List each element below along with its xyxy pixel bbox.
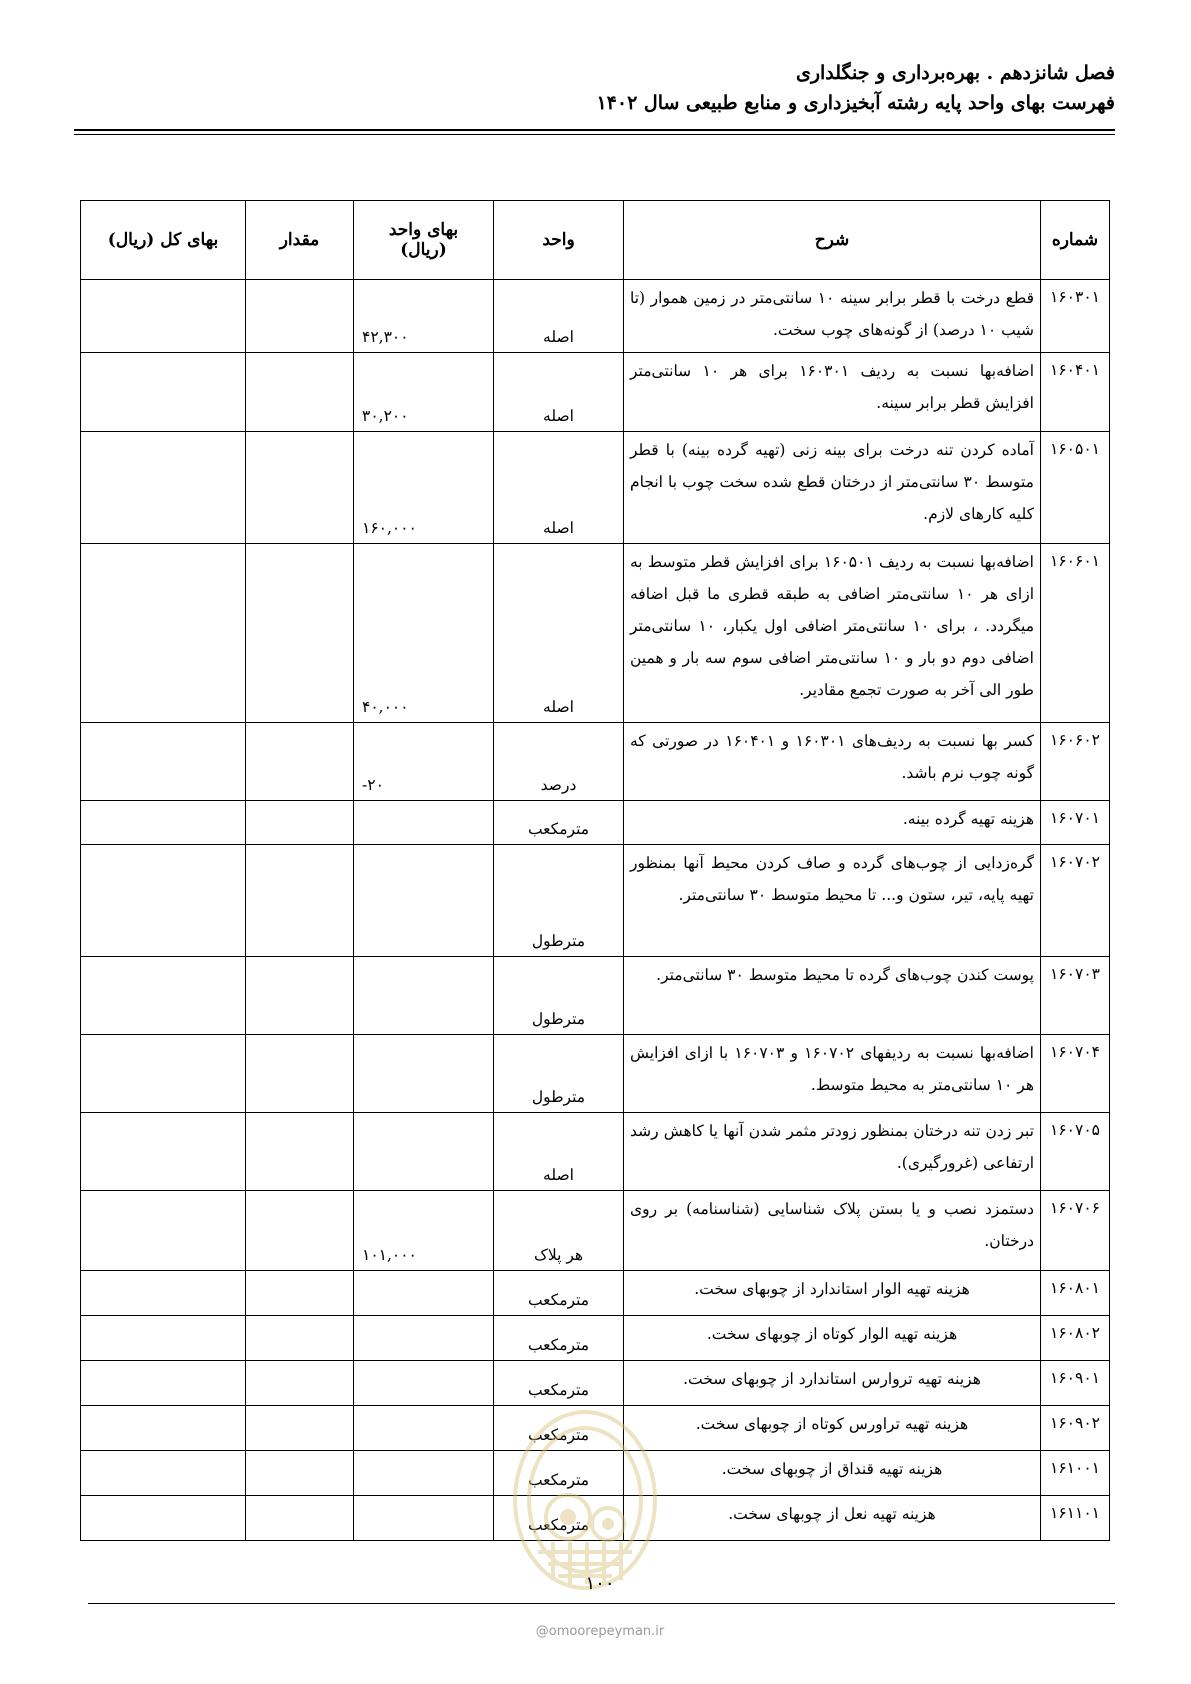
table-row — [81, 1271, 1110, 1316]
row-description: هزینه تهیه الوار استاندارد از چوبهای سخت. — [624, 1271, 1041, 1316]
row-description: هزینه تهیه الوار کوتاه از چوبهای سخت. — [624, 1316, 1041, 1361]
row-unit-price: ۱۰۱,۰۰۰ — [354, 1191, 494, 1271]
row-total — [81, 801, 246, 845]
row-total — [81, 845, 246, 957]
table-row — [81, 1316, 1110, 1361]
row-unit: هر پلاک — [494, 1191, 624, 1271]
row-unit: مترمکعب — [494, 1361, 624, 1406]
row-unit: مترمکعب — [494, 801, 624, 845]
row-number: ۱۶۰۳۰۱ — [1041, 280, 1110, 353]
row-unit: مترطول — [494, 1035, 624, 1113]
row-unit: مترمکعب — [494, 1316, 624, 1361]
row-quantity — [246, 1316, 354, 1361]
row-number: ۱۶۰۷۰۱ — [1041, 801, 1110, 845]
row-unit-price — [354, 1361, 494, 1406]
table-row — [81, 280, 1110, 353]
row-total — [81, 1316, 246, 1361]
table-row — [81, 845, 1110, 957]
row-total — [81, 1451, 246, 1496]
document-subtitle: فهرست بهای واحد پایه رشته آبخیزداری و منابع طبیعی سال ۱۴۰۲ — [596, 92, 1115, 114]
row-total — [81, 1361, 246, 1406]
row-total — [81, 957, 246, 1035]
row-unit-price: -۲۰ — [354, 723, 494, 801]
footer-rule — [88, 1603, 1115, 1604]
row-number: ۱۶۰۵۰۱ — [1041, 432, 1110, 544]
row-number: ۱۶۰۷۰۴ — [1041, 1035, 1110, 1113]
row-description: هزینه تهیه نعل از چوبهای سخت. — [624, 1496, 1041, 1541]
row-number: ۱۶۰۶۰۲ — [1041, 723, 1110, 801]
row-number: ۱۶۰۸۰۲ — [1041, 1316, 1110, 1361]
row-number: ۱۶۰۹۰۱ — [1041, 1361, 1110, 1406]
table-row — [81, 723, 1110, 801]
table-row — [81, 1406, 1110, 1451]
row-unit: درصد — [494, 723, 624, 801]
table-row — [81, 1451, 1110, 1496]
row-description: اضافه‌بها نسبت به ردیف ۱۶۰۵۰۱ برای افزایش قطر متوسط به ازای هر ۱۰ سانتی‌متر اضافی به طبقه قطری ما قبل اضافه میگردد. ، برای ۱۰ سانتی‌متر اضافی اول یکبار، ۱۰ سانتی‌متر اضافی دوم دو بار و ۱۰ سانتی‌متر اضافی سوم سه بار و همین طور الی آخر به صورت تجمع مقادیر. — [624, 544, 1041, 723]
row-quantity — [246, 280, 354, 353]
row-unit-price — [354, 957, 494, 1035]
row-unit-price — [354, 1316, 494, 1361]
table-row — [81, 1361, 1110, 1406]
row-unit: اصله — [494, 432, 624, 544]
row-unit-price — [354, 1113, 494, 1191]
row-number: ۱۶۰۶۰۱ — [1041, 544, 1110, 723]
col-header-description: شرح — [624, 201, 1041, 280]
row-number: ۱۶۰۴۰۱ — [1041, 353, 1110, 432]
row-quantity — [246, 1035, 354, 1113]
row-unit: اصله — [494, 353, 624, 432]
row-total — [81, 1496, 246, 1541]
table-header-row — [81, 201, 1110, 280]
site-watermark: @omoorepeyman.ir — [535, 1624, 665, 1639]
table-row — [81, 1496, 1110, 1541]
row-description: پوست کندن چوب‌های گرده تا محیط متوسط ۳۰ سانتی‌متر. — [624, 957, 1041, 1035]
table-row — [81, 1035, 1110, 1113]
table-row — [81, 1191, 1110, 1271]
row-unit: اصله — [494, 544, 624, 723]
col-header-number: شماره — [1041, 201, 1110, 280]
row-unit-price — [354, 1035, 494, 1113]
col-header-quantity: مقدار — [246, 201, 354, 280]
row-unit-price — [354, 801, 494, 845]
row-unit: اصله — [494, 280, 624, 353]
row-unit-price — [354, 1406, 494, 1451]
row-unit: مترمکعب — [494, 1271, 624, 1316]
row-quantity — [246, 723, 354, 801]
row-description: تبر زدن تنه درختان بمنظور زودتر مثمر شدن آنها یا کاهش رشد ارتفاعی (غرورگیری). — [624, 1113, 1041, 1191]
row-total — [81, 353, 246, 432]
row-description: گره‌زدایی از چوب‌های گرده و صاف کردن محیط آنها بمنظور تهیه پایه، تیر، ستون و... تا محیط متوسط ۳۰ سانتی‌متر. — [624, 845, 1041, 957]
row-number: ۱۶۰۹۰۲ — [1041, 1406, 1110, 1451]
row-number: ۱۶۱۱۰۱ — [1041, 1496, 1110, 1541]
row-description: اضافه‌بها نسبت به ردیف ۱۶۰۳۰۱ برای هر ۱۰ سانتی‌متر افزایش قطر برابر سینه. — [624, 353, 1041, 432]
row-total — [81, 1035, 246, 1113]
row-quantity — [246, 1113, 354, 1191]
row-description: اضافه‌بها نسبت به ردیفهای ۱۶۰۷۰۲ و ۱۶۰۷۰۳ با ازای افزایش هر ۱۰ سانتی‌متر به محیط متوسط. — [624, 1035, 1041, 1113]
row-total — [81, 432, 246, 544]
row-unit: اصله — [494, 1113, 624, 1191]
row-total — [81, 1113, 246, 1191]
row-unit: مترطول — [494, 957, 624, 1035]
table-row — [81, 544, 1110, 723]
table-row — [81, 432, 1110, 544]
page-number: ۱۰۰ — [585, 1573, 615, 1594]
table-row — [81, 353, 1110, 432]
row-total — [81, 1191, 246, 1271]
row-quantity — [246, 544, 354, 723]
col-header-unit-price: بهای واحد (ریال) — [354, 201, 494, 280]
row-unit-price: ۳۰,۲۰۰ — [354, 353, 494, 432]
table-row — [81, 1113, 1110, 1191]
row-quantity — [246, 353, 354, 432]
row-number: ۱۶۰۷۰۵ — [1041, 1113, 1110, 1191]
row-quantity — [246, 1451, 354, 1496]
row-number: ۱۶۱۰۰۱ — [1041, 1451, 1110, 1496]
row-unit-price — [354, 1451, 494, 1496]
row-quantity — [246, 1406, 354, 1451]
row-unit: مترمکعب — [494, 1406, 624, 1451]
row-unit-price — [354, 845, 494, 957]
row-number: ۱۶۰۷۰۳ — [1041, 957, 1110, 1035]
col-header-unit: واحد — [494, 201, 624, 280]
price-table — [80, 200, 1110, 1541]
row-description: هزینه تهیه گرده بینه. — [624, 801, 1041, 845]
row-quantity — [246, 1191, 354, 1271]
row-description: آماده کردن تنه درخت برای بینه زنی (تهیه گرده بینه) با قطر متوسط ۳۰ سانتی‌متر از درختان قطع شده سخت چوب با انجام کلیه کارهای لازم. — [624, 432, 1041, 544]
header-rule-thick — [74, 129, 1115, 131]
row-quantity — [246, 957, 354, 1035]
row-unit: مترمکعب — [494, 1496, 624, 1541]
header-rule-thin — [74, 134, 1115, 135]
row-unit-price: ۴۰,۰۰۰ — [354, 544, 494, 723]
table-row — [81, 957, 1110, 1035]
row-number: ۱۶۰۷۰۶ — [1041, 1191, 1110, 1271]
chapter-title: فصل شانزدهم . بهره‌برداری و جنگلداری — [795, 62, 1115, 84]
col-header-total: بهای کل (ریال) — [81, 201, 246, 280]
table-row — [81, 801, 1110, 845]
row-description: هزینه تهیه تراورس کوتاه از چوبهای سخت. — [624, 1406, 1041, 1451]
row-unit: مترطول — [494, 845, 624, 957]
row-quantity — [246, 432, 354, 544]
row-quantity — [246, 1271, 354, 1316]
row-description: قطع درخت با قطر برابر سینه ۱۰ سانتی‌متر در زمین هموار (تا شیب ۱۰ درصد) از گونه‌های چوب سخت. — [624, 280, 1041, 353]
row-description: هزینه تهیه قنداق از چوبهای سخت. — [624, 1451, 1041, 1496]
row-quantity — [246, 801, 354, 845]
row-number: ۱۶۰۸۰۱ — [1041, 1271, 1110, 1316]
row-quantity — [246, 1361, 354, 1406]
row-unit-price: ۴۲,۳۰۰ — [354, 280, 494, 353]
row-total — [81, 723, 246, 801]
page-header — [74, 58, 1115, 118]
row-description: کسر بها نسبت به ردیف‌های ۱۶۰۳۰۱ و ۱۶۰۴۰۱ در صورتی که گونه چوب نرم باشد. — [624, 723, 1041, 801]
row-description: دستمزد نصب و یا بستن پلاک شناسایی (شناسنامه) بر روی درختان. — [624, 1191, 1041, 1271]
row-description: هزینه تهیه تروارس استاندارد از چوبهای سخت. — [624, 1361, 1041, 1406]
row-total — [81, 280, 246, 353]
row-quantity — [246, 1496, 354, 1541]
row-total — [81, 1271, 246, 1316]
row-quantity — [246, 845, 354, 957]
row-number: ۱۶۰۷۰۲ — [1041, 845, 1110, 957]
row-unit-price — [354, 1496, 494, 1541]
row-unit-price — [354, 1271, 494, 1316]
row-total — [81, 544, 246, 723]
row-unit: مترمکعب — [494, 1451, 624, 1496]
row-unit-price: ۱۶۰,۰۰۰ — [354, 432, 494, 544]
row-total — [81, 1406, 246, 1451]
